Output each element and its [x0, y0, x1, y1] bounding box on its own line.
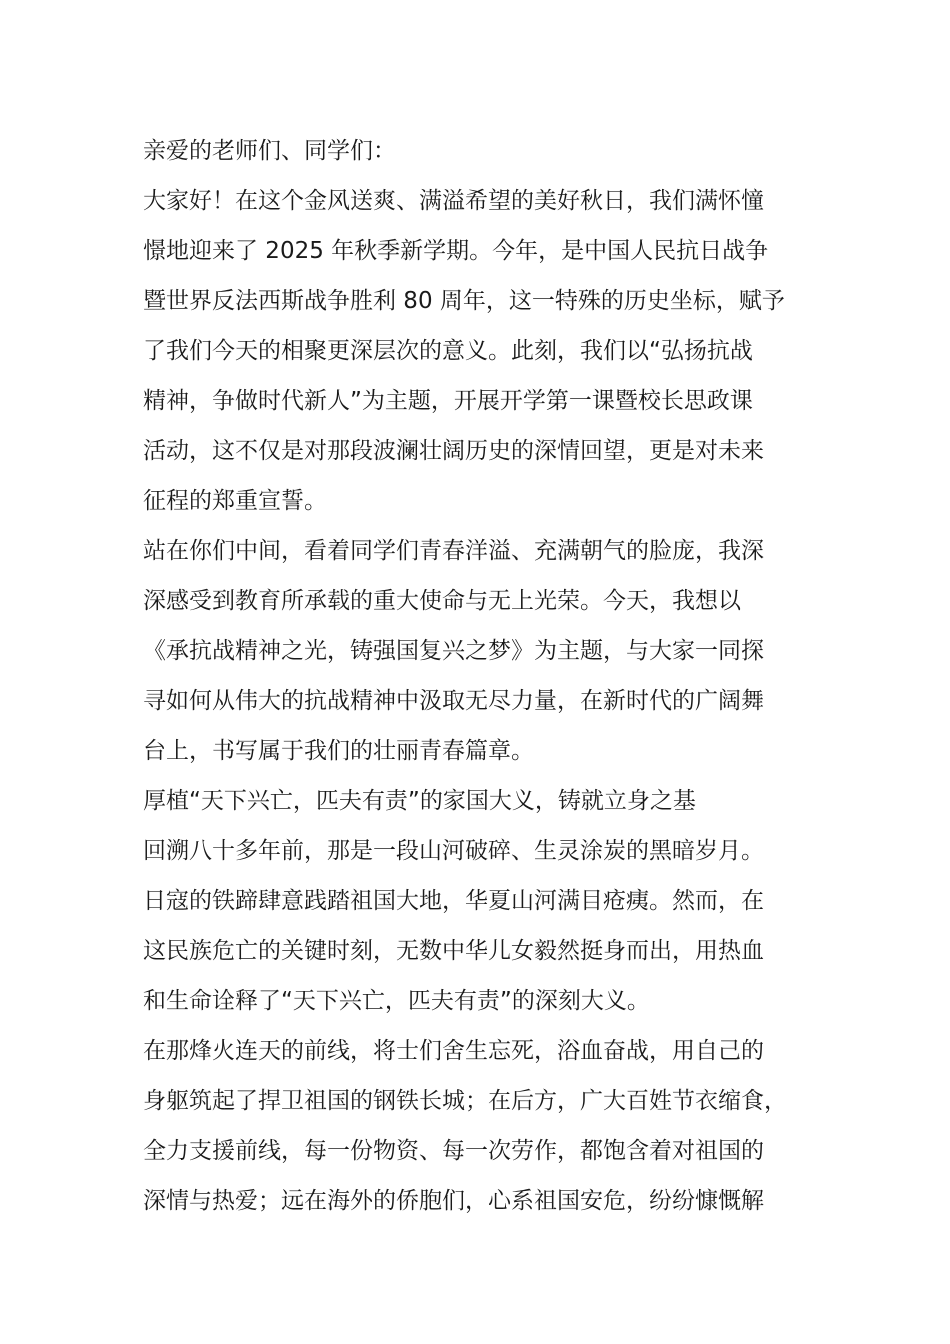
text-line: 在那烽火连天的前线，将士们舍生忘死，浴血奋战，用自己的 [143, 1038, 764, 1064]
document-body [143, 126, 843, 1226]
text-line: 深感受到教育所承载的重大使命与无上光荣。今天，我想以 [143, 588, 741, 614]
text-line: 精神，争做时代新人”为主题，开展开学第一课暨校长思政课 [143, 388, 753, 414]
text-line: 《承抗战精神之光，铸强国复兴之梦》为主题，与大家一同探 [143, 638, 764, 664]
text-line: 日寇的铁蹄肆意践踏祖国大地，华夏山河满目疮痍。然而，在 [143, 888, 764, 914]
text-line: 暨世界反法西斯战争胜利 80 周年，这一特殊的历史坐标，赋予 [143, 288, 785, 314]
section-heading: 厚植“天下兴亡，匹夫有责”的家国大义，铸就立身之基 [143, 788, 696, 814]
text-line: 回溯八十多年前，那是一段山河破碎、生灵涂炭的黑暗岁月。 [143, 838, 764, 864]
text-line: 寻如何从伟大的抗战精神中汲取无尽力量，在新时代的广阔舞 [143, 688, 764, 714]
text-line: 大家好！在这个金风送爽、满溢希望的美好秋日，我们满怀憧 [143, 188, 764, 214]
text-line: 全力支援前线，每一份物资、每一次劳作，都饱含着对祖国的 [143, 1138, 764, 1164]
text-line: 深情与热爱；远在海外的侨胞们，心系祖国安危，纷纷慷慨解 [143, 1188, 764, 1214]
text-line: 了我们今天的相聚更深层次的意义。此刻，我们以“弘扬抗战 [143, 338, 753, 364]
text-line: 亲爱的老师们、同学们： [143, 138, 396, 164]
text-line: 这民族危亡的关键时刻，无数中华儿女毅然挺身而出，用热血 [143, 938, 764, 964]
text-line: 台上，书写属于我们的壮丽青春篇章。 [143, 738, 534, 764]
text-line: 身躯筑起了捍卫祖国的钢铁长城；在后方，广大百姓节衣缩食， [143, 1088, 787, 1114]
text-line: 憬地迎来了 2025 年秋季新学期。今年，是中国人民抗日战争 [143, 238, 769, 264]
text-line: 和生命诠释了“天下兴亡，匹夫有责”的深刻大义。 [143, 988, 650, 1014]
text-line: 站在你们中间，看着同学们青春洋溢、充满朝气的脸庞，我深 [143, 538, 764, 564]
text-line: 征程的郑重宣誓。 [143, 488, 327, 514]
text-line: 活动，这不仅是对那段波澜壮阔历史的深情回望，更是对未来 [143, 438, 764, 464]
